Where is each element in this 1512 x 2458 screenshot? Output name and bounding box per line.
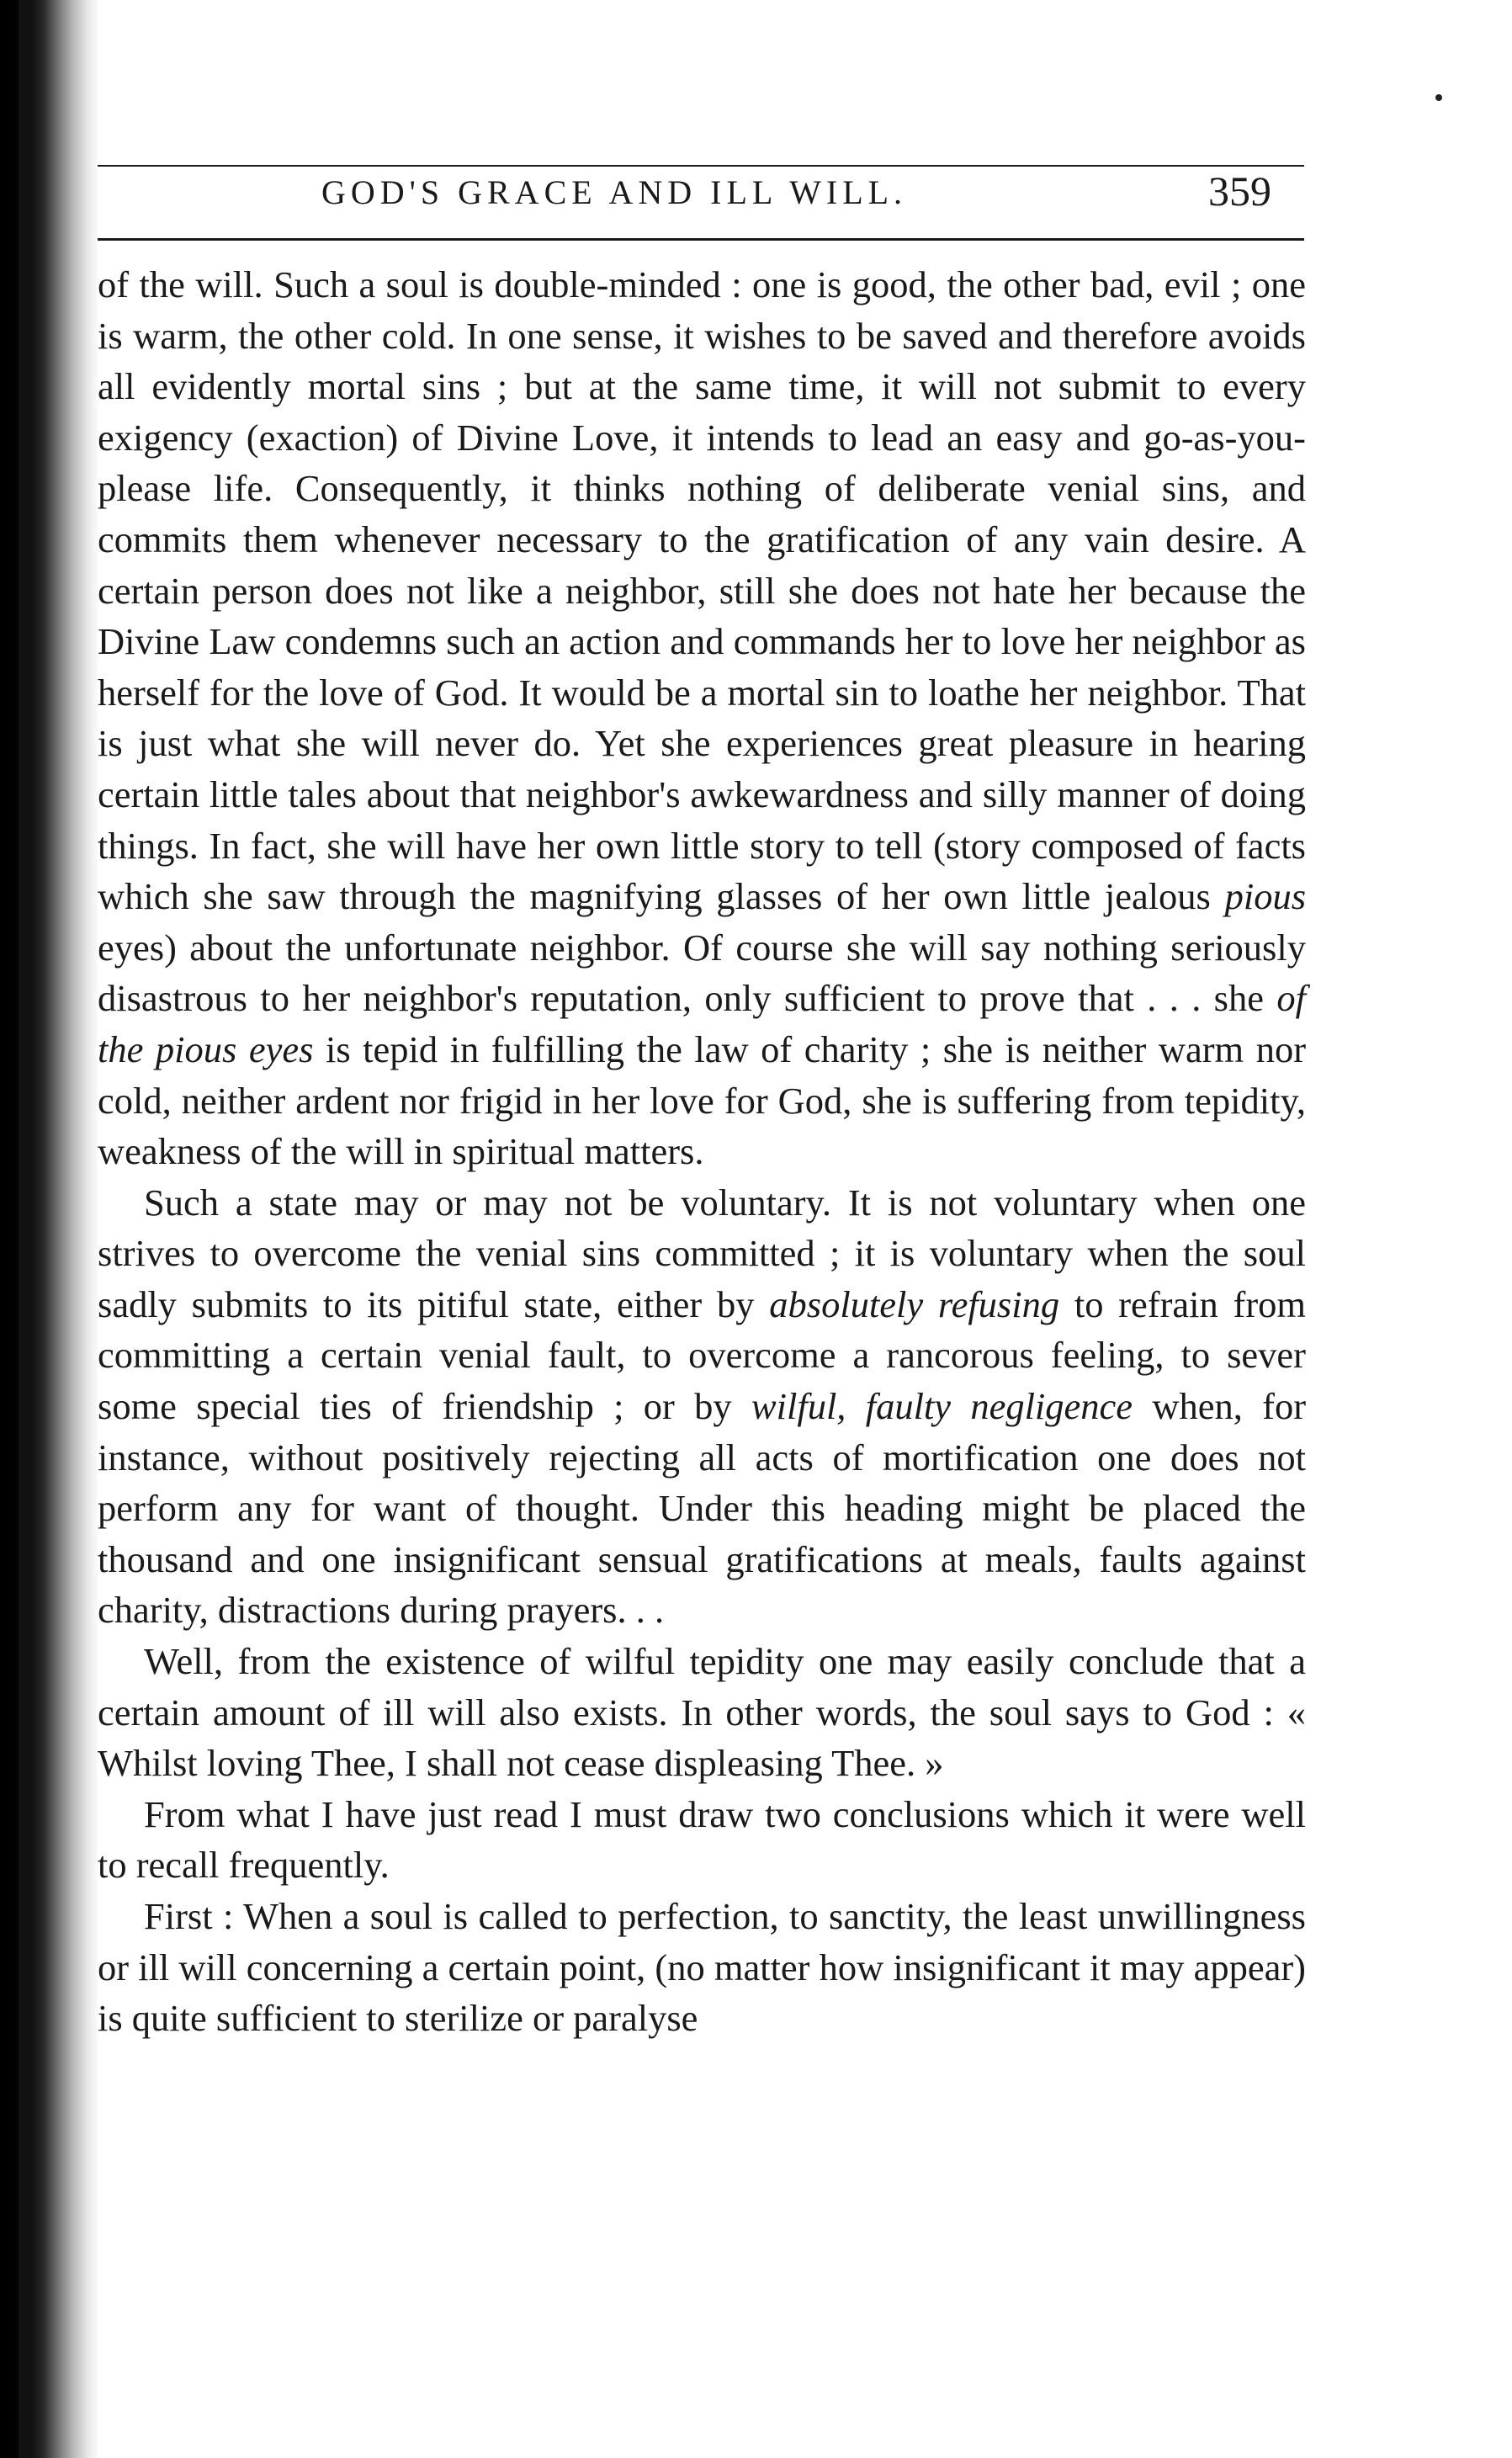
paragraph-2-text: Such a state may or may not be voluntary. It is not voluntary when one strives to overcome the venial sins committed ; it is voluntary when the soul sadly submits to its pitiful state, either by — [98, 1181, 1306, 1325]
running-header: GOD'S GRACE AND ILL WILL. — [321, 173, 908, 211]
book-spine-edge — [0, 0, 19, 2458]
speck-mark — [1435, 94, 1442, 101]
paragraph-1 — [98, 259, 1306, 1177]
emphasis-wilful-negligence: wilful, faulty negligence — [751, 1385, 1133, 1428]
paragraph-3: Well, from the existence of wilful tepidity one may easily conclude that a certain amount of ill will also exists. In other words, the soul says to God : « Whilst loving Thee, I shall not cease displeasing Thee. » — [98, 1640, 1306, 1785]
paragraph-2-text-c: when, for instance, without positively rejecting all acts of mortification one does not perform any for want of thought. Under this heading might be placed the thousand and one insignificant sensual gratifications at meals, faults against charity, distractions during prayers. . . — [98, 1385, 1307, 1632]
emphasis-absolutely-refusing: absolutely refusing — [769, 1282, 1060, 1325]
page-number: 359 — [1208, 167, 1271, 215]
paragraph-5: First : When a soul is called to perfection, to sanctity, the least unwillingness or ill will concerning a certain point, (no matter how insignificant it may appear) is quite sufficient to sterilize or paralyse — [98, 1895, 1306, 2040]
paragraph-2-text-b: to refrain from committing a certain venial fault, to overcome a rancorous feeling, to sever some special ties of friendship ; or by — [98, 1282, 1307, 1428]
header-bottom-rule — [98, 238, 1304, 241]
emphasis-of-the-pious-eyes: of the pious eyes — [98, 977, 1307, 1070]
paragraph-1-text-c: is tepid in fulfilling the law of charity ; she is neither warm nor cold, neither ardent nor frigid in her love for God, she is suffering from tepidity, weakness of the will in spiritual matters. — [98, 1027, 1307, 1173]
emphasis-pious: pious — [1224, 875, 1307, 918]
page-body — [98, 259, 1306, 2044]
paragraph-1-text: of the will. Such a soul is double-minded : one is good, the other bad, evil ; one is warm, the other cold. In one sense, it wishes to be saved and therefore avoids all evidently mortal sins ; but at the same time, it will not submit to every exigency (exaction) of Divine Love, it intends to lead an easy and go-as-you-please life. Consequently, it thinks nothing of deliberate venial sins, and commits them whenever necessary to the gratification of any vain desire. A certain person does not like a neighbor, still she does not hate her because the Divine Law condemns such an action and commands her to love her neighbor as herself for the love of God. It would be a mortal sin to loathe her neighbor. That is just what she will never do. Yet she experiences great pleasure in hearing certain little tales about that neighbor's awkewardness and silly manner of doing things. In fact, she will have her own little story to tell (story composed of facts which she saw through the magnifying glasses of her own little jealous — [98, 263, 1306, 918]
header-top-rule — [98, 165, 1304, 167]
paragraph-4: From what I have just read I must draw two conclusions which it were well to recall frequently. — [98, 1792, 1306, 1887]
paragraph-2 — [98, 1177, 1306, 1636]
paragraph-1-text-b: eyes) about the unfortunate neighbor. Of course she will say nothing seriously disastrous to her neighbor's reputation, only sufficient to prove that . . . she — [98, 926, 1306, 1020]
